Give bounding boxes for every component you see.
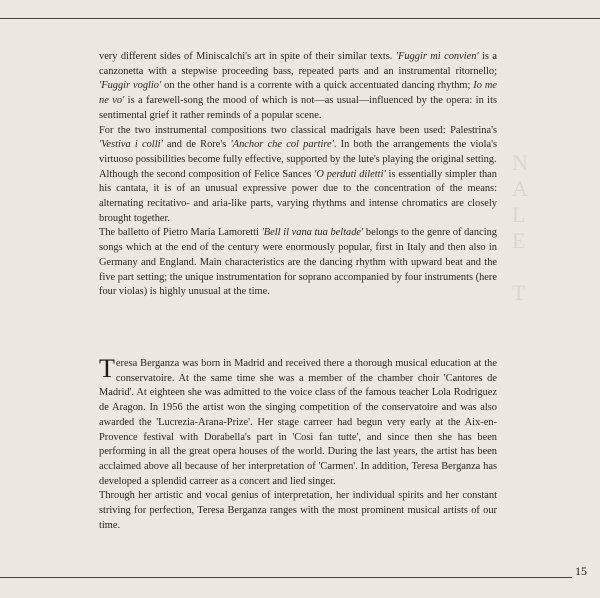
paragraph-instrumental xyxy=(99,124,497,168)
italic-title: 'Fuggir voglio' xyxy=(99,80,162,92)
page-number: 15 xyxy=(575,564,587,578)
bottom-rule xyxy=(0,577,572,578)
text-run: is essentially simpler than his cantata, it is of an unusual expressive power due to the concentration of the means: alternating recitativo- and aria-like parts, varying rhythms and intense chromatics are closely brought together. xyxy=(99,168,497,224)
text-run: very different sides of Miniscalchi's art in spite of their similar texts. xyxy=(99,51,396,62)
paragraph-closing: Through her artistic and vocal genius of interpretation, her individual spirits and her constant striving for perfection, Teresa Berganza ranges with the most prominent musical artists of our time. xyxy=(99,490,497,531)
italic-title: Io me ne vo' xyxy=(99,80,497,107)
text-run: . In both the arrangements the viola's virtuoso possibilities become fully effective, supported by the lute's playing the original setting. xyxy=(99,139,497,165)
text-run: Although the second composition of Felice Sances xyxy=(99,168,315,180)
italic-title: 'Anchor che col partire' xyxy=(230,139,334,151)
text-run: For the two instrumental compositions two classical madrigals have been used: Palestrina's xyxy=(99,124,497,136)
text-run: is a farewell-song the mood of which is not—as usual—influenced by the opera: in its sentimental grief it rather reminds of a popular scene. xyxy=(99,95,497,121)
article-section-1 xyxy=(99,50,497,300)
paragraph-sances xyxy=(99,168,497,227)
text-run: belongs to the genre of dancing songs which at the end of the century were enormously popular, first in Italy and then also in Germany and England. Main characteristics are the dancing rhythm with upward beat and the five part setting; the unique instrumentation for soprano accompanied by four instruments (here four violas) is highly unusual at the time. xyxy=(99,227,497,298)
text-run: and de Rore's xyxy=(162,139,231,151)
paragraph-lamoretti xyxy=(99,226,497,300)
paragraph-miniscalchi xyxy=(99,50,497,124)
text-run: is a canzonetta with a stepwise proceeding bass, repeated parts and an instrumental ritornello; xyxy=(99,51,497,77)
italic-title: 'O perduti diletti' xyxy=(314,168,386,180)
biography-section xyxy=(99,354,497,533)
biography-text: eresa Berganza was born in Madrid and received there a thorough musical education at the conservatoire. At the same time she was a member of the chamber choir 'Cantores de Madrid'. At eighteen she was admitted to the voice class of the famous teacher Lola Rodriguez de Aragon. In 1956 the artist won the singing competition of the conservatoire and was also awarded the 'Lucrezia-Arana-Prize'. Her stage carreer had begun very early at the Aix-en-Provence festival with Dorabella's part in 'Così fan tutte', and since then she has been performing in all the great opera houses of the world. During the last years, the artist has been acclaimed above all because of her interpretation of 'Carmen'. In addition, Teresa Berganza has developed a splendid carreer as a concert and lied singer. xyxy=(99,358,497,487)
bleed-through-ghost-text: N A L E T xyxy=(512,150,529,305)
paragraph-biography xyxy=(99,354,497,489)
italic-title: 'Vestiva i colli' xyxy=(99,139,163,151)
drop-cap: T xyxy=(99,354,115,383)
top-rule xyxy=(0,18,600,19)
text-run: The balletto of Pietro Maria Lamoretti xyxy=(99,227,262,239)
italic-title: 'Bell il vana tua beltade' xyxy=(261,227,364,239)
text-run: on the other hand is a corrente with a quick accentuated dancing rhythm; xyxy=(161,80,474,92)
italic-title: 'Fuggir mi convien' xyxy=(395,51,479,62)
